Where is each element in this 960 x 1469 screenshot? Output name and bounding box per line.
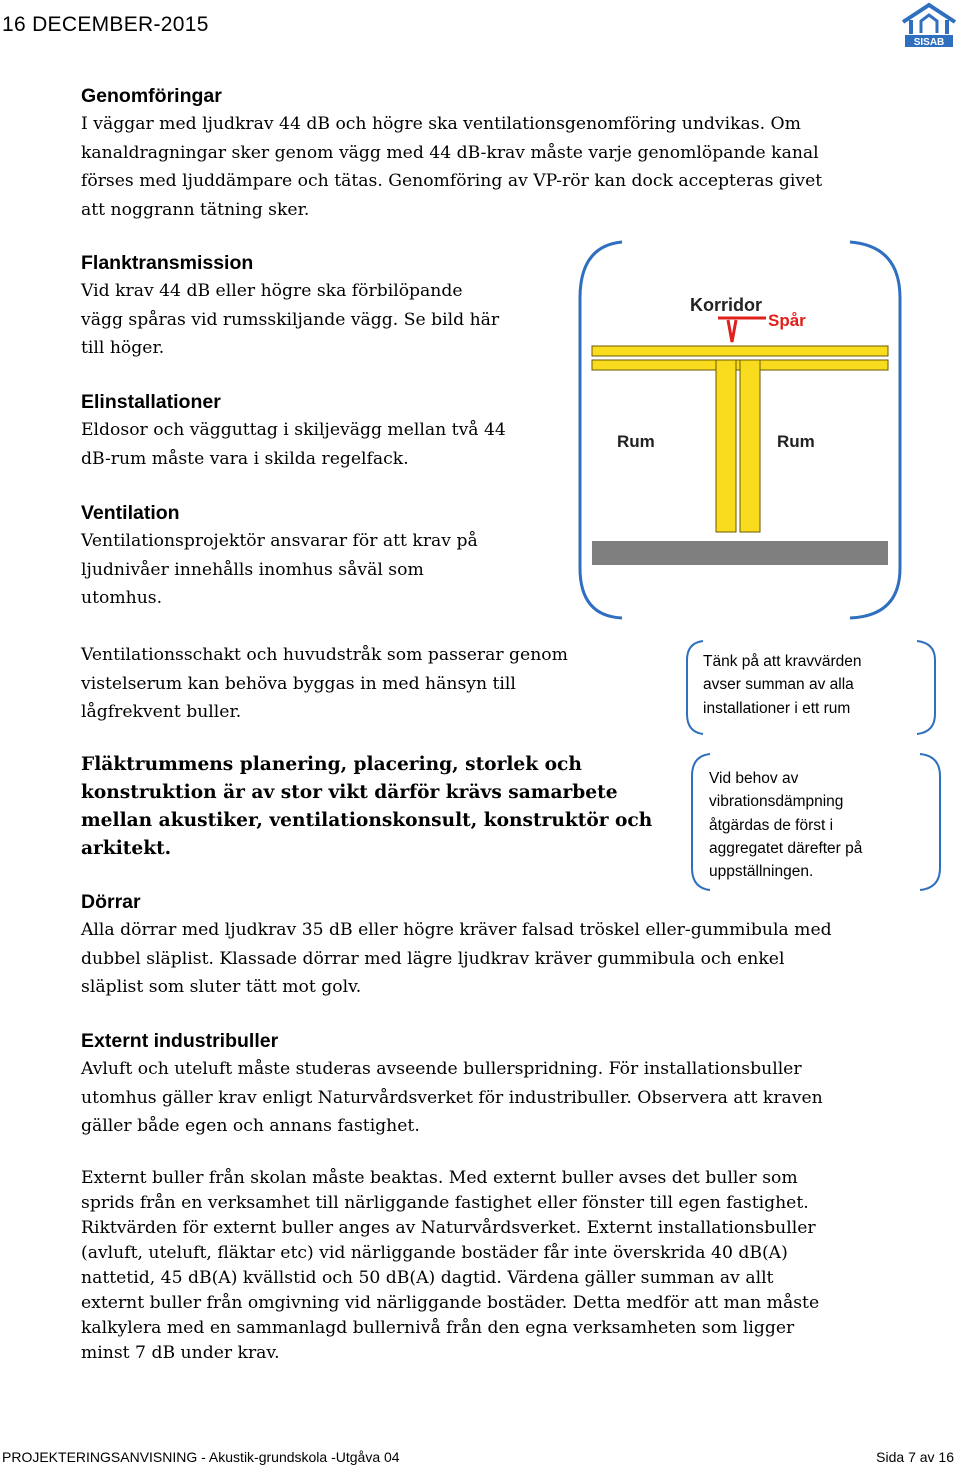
section-flanktransmission xyxy=(81,249,561,363)
spar-arrow-head xyxy=(728,320,736,342)
text-line: utomhus. xyxy=(81,588,163,608)
text-line: ljudnivåer innehålls inomhus såväl som xyxy=(81,559,424,580)
text-line: konstruktion är av stor vikt därför krävs samarbete xyxy=(81,782,618,803)
text-line: kanaldragningar sker genom vägg med 44 dB-krav måste varje genomlöpande kanal xyxy=(81,142,819,163)
footer-page-number: Sida 7 av 16 xyxy=(876,1449,954,1465)
label-spar: Spår xyxy=(768,311,806,330)
separating-wall-left xyxy=(716,360,736,532)
text-line: förses med ljuddämpare och tätas. Genomföring av VP-rör kan dock accepteras givet xyxy=(81,171,823,191)
svg-text:SISAB: SISAB xyxy=(913,37,945,48)
text-line: Avluft och uteluft måste studeras avseende bullerspridning. För installationsbuller xyxy=(81,1059,802,1079)
text-line: kalkylera med en sammanlagd bullernivå från den egna verksamheten som ligger xyxy=(81,1318,795,1338)
sisab-logo xyxy=(899,2,959,48)
corridor-wall-outer xyxy=(592,346,888,356)
floor-slab xyxy=(592,541,888,565)
text-line: utomhus gäller krav enligt Naturvårdsverket för industribuller. Observera att kraven xyxy=(81,1087,823,1108)
text-line: Alla dörrar med ljudkrav 35 dB eller högre kräver falsad tröskel eller-gummibula med xyxy=(81,920,832,940)
text-line: nattetid, 45 dB(A) kvällstid och 50 dB(A) dagtid. Värdena gäller summan av allt xyxy=(81,1268,774,1288)
note-vibrationsdampning xyxy=(688,750,948,895)
note-line: aggregatet därefter på xyxy=(709,839,863,857)
note-line: installationer i ett rum xyxy=(703,699,851,717)
footer-document-title: PROJEKTERINGSANVISNING - Akustik-grundskola -Utgåva 04 xyxy=(2,1449,400,1465)
text-line: mellan akustiker, ventilationskonsult, konstruktör och xyxy=(81,810,653,831)
sisab-logo-icon xyxy=(899,2,959,48)
note-line: Vid behov av xyxy=(709,770,799,787)
section-heading: Flanktransmission xyxy=(81,252,254,274)
text-line: (avluft, uteluft, fläktar etc) vid närliggande bostäder får inte överskrida 40 dB(A) xyxy=(81,1243,788,1263)
flank-diagram-svg xyxy=(560,238,960,623)
flaktrum-paragraph xyxy=(81,751,691,863)
note-line: Tänk på att kravvärden xyxy=(703,653,862,670)
section-heading: Genomföringar xyxy=(81,85,222,107)
text-line: sprids från en verksamhet till närliggande fastighet eller fönster till egen fastighet. xyxy=(81,1193,809,1213)
text-line: Eldosor och vägguttag i skiljevägg mellan två 44 xyxy=(81,420,506,440)
text-line: vistelserum kan behöva byggas in med hänsyn till xyxy=(81,673,516,694)
text-line: I väggar med ljudkrav 44 dB och högre ska ventilationsgenomföring undvikas. Om xyxy=(81,114,801,134)
header-date: 16 DECEMBER-2015 xyxy=(2,13,209,36)
text-line: externt buller från omgivning vid närliggande bostäder. Detta medför att man måste xyxy=(81,1293,820,1313)
label-rum-right: Rum xyxy=(777,432,815,451)
note-line: vibrationsdämpning xyxy=(709,793,844,811)
section-genomforingar xyxy=(81,82,921,224)
text-line: Ventilationsprojektör ansvarar för att krav på xyxy=(81,531,478,551)
section-elinstallationer xyxy=(81,388,561,473)
text-line: vägg spåras vid rumsskiljande vägg. Se bild här xyxy=(81,309,500,330)
label-korridor: Korridor xyxy=(690,295,762,315)
text-line: gäller både egen och annans fastighet. xyxy=(81,1116,420,1136)
text-line: arkitekt. xyxy=(81,838,172,859)
text-line: att noggrann tätning sker. xyxy=(81,199,310,220)
section-ventilation xyxy=(81,499,561,613)
section-heading: Externt industribuller xyxy=(81,1030,279,1052)
note-line: uppställningen. xyxy=(709,863,814,881)
separating-wall-right xyxy=(740,360,760,532)
text-line: Externt buller från skolan måste beaktas. Med externt buller avses det buller som xyxy=(81,1168,798,1188)
text-line: Fläktrummens planering, placering, storlek och xyxy=(81,754,582,775)
section-dorrar xyxy=(81,888,931,1002)
label-rum-left: Rum xyxy=(617,432,655,451)
note-line: åtgärdas de först i xyxy=(709,816,834,834)
text-line: Ventilationsschakt och huvudstråk som passerar genom xyxy=(81,645,568,665)
text-line: dubbel släplist. Klassade dörrar med lägre ljudkrav kräver gummibula och enkel xyxy=(81,948,785,969)
text-line: dB-rum måste vara i skilda regelfack. xyxy=(81,448,409,469)
text-line: till höger. xyxy=(81,338,165,358)
section-heading: Elinstallationer xyxy=(81,391,221,413)
section-heading: Dörrar xyxy=(81,891,141,913)
ventilation-paragraph-2 xyxy=(81,641,671,727)
text-line: Vid krav 44 dB eller högre ska förbilöpande xyxy=(81,281,463,301)
note-kravvarden xyxy=(683,638,943,738)
section-externt xyxy=(81,1027,931,1141)
text-line: lågfrekvent buller. xyxy=(81,702,242,722)
note-line: avser summan av alla xyxy=(703,676,854,694)
text-line: minst 7 dB under krav. xyxy=(81,1343,280,1363)
text-line: Riktvärden för externt buller anges av Naturvårdsverket. Externt installationsbuller xyxy=(81,1218,816,1238)
externt-paragraph-2 xyxy=(81,1166,907,1366)
flank-diagram xyxy=(560,238,960,623)
text-line: släplist som sluter tätt mot golv. xyxy=(81,977,362,997)
section-heading: Ventilation xyxy=(81,502,180,524)
